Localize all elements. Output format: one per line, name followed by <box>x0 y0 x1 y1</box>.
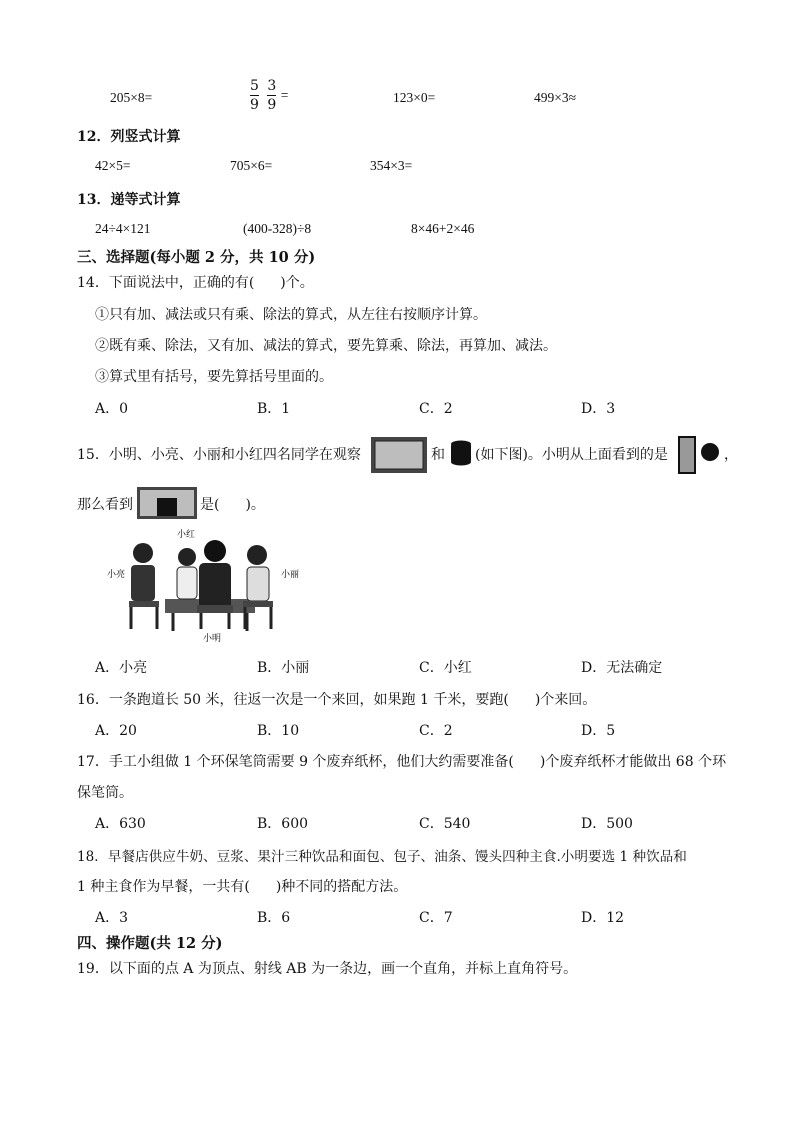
q17-stem-line-2: 保笔筒。 <box>77 785 133 801</box>
q15-line2-part-2: 是( )。 <box>200 497 265 513</box>
cylinder-figure <box>451 440 471 466</box>
q14-option-a: A．0 <box>95 401 129 417</box>
fraction-equals: = <box>280 87 289 103</box>
q14-statement-2: ②既有乘、除法，又有加、减法的算式，要先算乘、除法，再算加、减法。 <box>95 338 557 354</box>
label-xiaoliang: 小亮 <box>107 570 126 580</box>
calc-123x0: 123×0= <box>393 90 436 105</box>
q12-item-1: 42×5= <box>95 158 131 173</box>
cuboid-figure <box>370 436 428 474</box>
top-view-rectangle <box>678 436 696 474</box>
q18-option-b: B．6 <box>257 910 291 926</box>
q14-statement-3: ③算式里有括号，要先算括号里面的。 <box>95 369 333 385</box>
q14-option-b: B．1 <box>257 401 291 417</box>
q14-option-c: C．2 <box>419 401 453 417</box>
calc-205x8: 205×8= <box>110 90 153 105</box>
calc-499x3: 499×3≈ <box>534 90 577 105</box>
label-xiaoming: 小明 <box>203 634 222 644</box>
q17-option-d: D．500 <box>581 816 633 832</box>
q16-option-d: D．5 <box>581 723 616 739</box>
q15-stem-part-2: 和 <box>431 447 445 463</box>
q18-option-d: D．12 <box>581 910 625 926</box>
q14-stem: 14．下面说法中，正确的有( )个。 <box>77 275 314 291</box>
q13-title: 13．递等式计算 <box>77 192 181 208</box>
top-view-circle <box>700 442 720 462</box>
q15-stem-part-3: (如下图)。小明从上面看到的是 <box>475 447 668 463</box>
q15-stem-part-4: ， <box>724 447 738 463</box>
q16-stem: 16．一条跑道长 50 米，往返一次是一个来回，如果跑 1 千米，要跑( )个来回。 <box>77 692 597 708</box>
q15-option-b: B．小丽 <box>257 660 310 676</box>
q15-option-a: A．小亮 <box>95 660 148 676</box>
q14-option-d: D．3 <box>581 401 616 417</box>
q17-option-c: C．540 <box>419 816 471 832</box>
q18-stem-line-1: 18．早餐店供应牛奶、豆浆、果汁三种饮品和面包、包子、油条、馒头四种主食.小明要选 1 种饮品和 <box>77 849 687 865</box>
q16-option-b: B．10 <box>257 723 300 739</box>
fraction-expression <box>250 78 288 113</box>
q18-stem-line-2: 1 种主食作为早餐，一共有( )种不同的搭配方法。 <box>77 879 408 895</box>
q17-option-a: A．630 <box>95 816 146 832</box>
q13-item-3: 8×46+2×46 <box>411 221 475 236</box>
q19-stem: 19．以下面的点 A 为顶点、射线 AB 为一条边，画一个直角，并标上直角符号。 <box>77 961 578 977</box>
q15-option-c: C．小红 <box>419 660 472 676</box>
q15-stem-part-1: 15．小明、小亮、小丽和小红四名同学在观察 <box>77 447 361 463</box>
q12-item-3: 354×3= <box>370 158 413 173</box>
fraction-5-9: $\frac{5}{9}$ <box>250 78 259 113</box>
students-observing-illustration <box>105 527 305 645</box>
label-xiaoli: 小丽 <box>281 570 300 580</box>
view-figure <box>136 486 198 520</box>
q17-stem: 17．手工小组做 1 个环保笔筒需要 9 个废弃纸杯，他们大约需要准备( )个废弃纸杯才能做出 68 个环 <box>77 754 727 770</box>
q14-statement-1: ①只有加、减法或只有乘、除法的算式，从左往右按顺序计算。 <box>95 307 487 323</box>
q15-line2-part-1: 那么看到 <box>77 497 133 513</box>
q15-option-d: D．无法确定 <box>581 660 663 676</box>
q18-option-a: A．3 <box>95 910 129 926</box>
q18-option-c: C．7 <box>419 910 453 926</box>
q17-option-b: B．600 <box>257 816 309 832</box>
section-3-title: 三、选择题(每小题 2 分，共 10 分) <box>77 249 316 266</box>
q12-title: 12．列竖式计算 <box>77 129 181 145</box>
label-xiaohong: 小红 <box>177 530 196 540</box>
q12-item-2: 705×6= <box>230 158 273 173</box>
q13-item-2: (400-328)÷8 <box>243 221 312 236</box>
section-4-title: 四、操作题(共 12 分) <box>77 935 223 952</box>
fraction-3-9: $\frac{3}{9}$ <box>267 78 277 113</box>
q16-option-c: C．2 <box>419 723 453 739</box>
q16-option-a: A．20 <box>95 723 137 739</box>
q13-item-1: 24÷4×121 <box>95 221 151 236</box>
